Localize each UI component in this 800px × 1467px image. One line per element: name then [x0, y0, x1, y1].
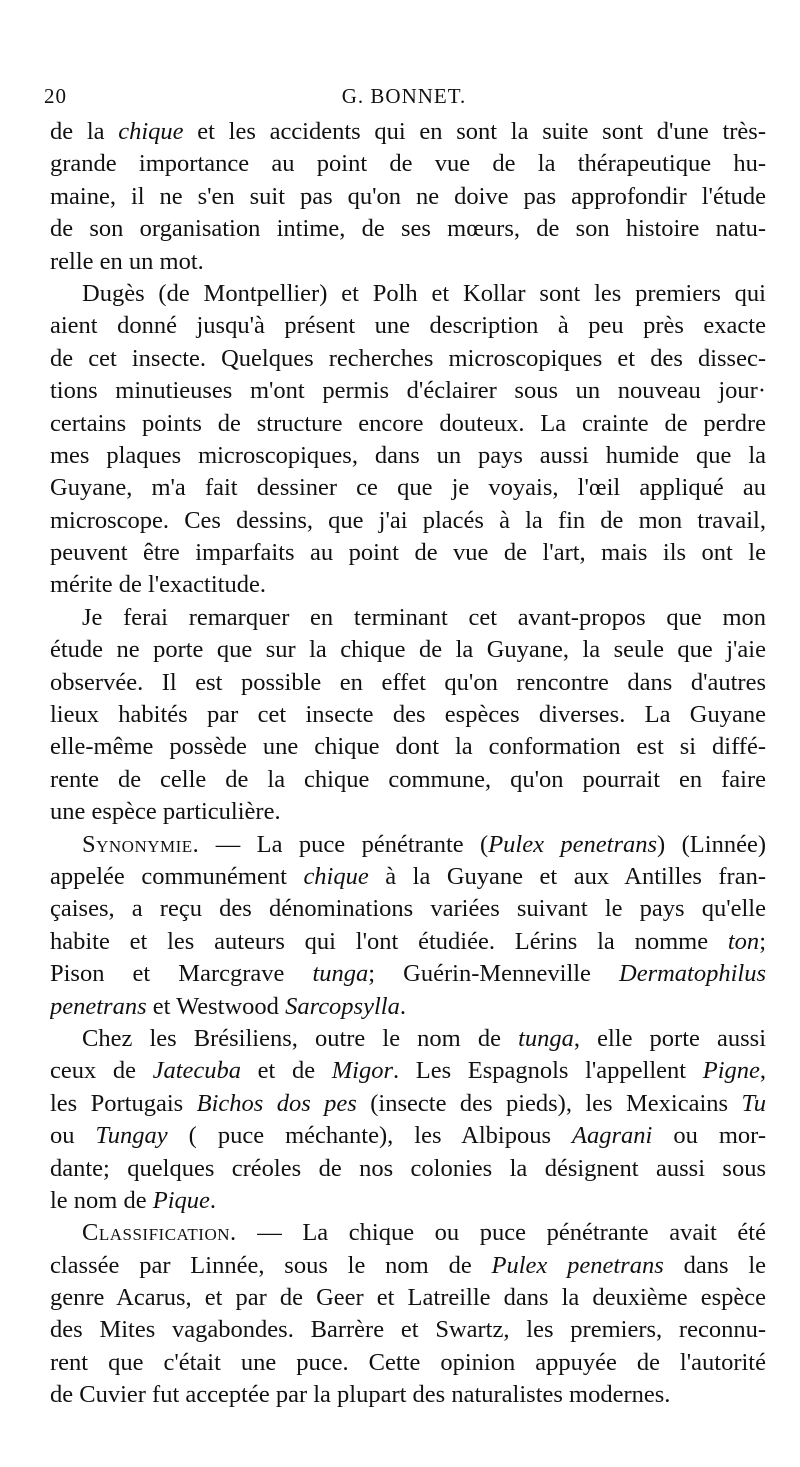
text-line	[50, 893, 766, 925]
text-line	[50, 181, 766, 213]
italic-term: tunga	[312, 960, 369, 988]
text-segment: habite et les auteurs qui l'ont étudiée. Lérins la nomme	[50, 927, 728, 955]
text-segment: mérite de l'exactitude.	[50, 571, 266, 599]
italic-term: Tungay	[95, 1122, 168, 1150]
body-text	[50, 116, 766, 1412]
text-segment: — La chique ou puce pénétrante avait été	[236, 1219, 766, 1247]
text-line	[50, 537, 766, 569]
text-segment: des Mites vagabondes. Barrère et Swartz, les premiers, reconnu-	[50, 1316, 766, 1344]
italic-term: ton	[727, 927, 760, 955]
italic-term: chique	[303, 862, 369, 890]
text-line	[50, 1153, 766, 1185]
page-header	[44, 84, 764, 114]
text-segment: mes plaques microscopiques, dans un pays aussi humide que la	[50, 441, 766, 469]
text-segment: ) (Linnée)	[657, 830, 766, 858]
text-line	[50, 796, 766, 828]
text-segment: de son organisation intime, de ses mœurs, de son histoire natu-	[50, 215, 766, 243]
section-heading: Synonymie.	[82, 830, 200, 858]
text-line	[50, 343, 766, 375]
text-line	[50, 569, 766, 601]
italic-term: tunga	[518, 1024, 574, 1052]
text-segment: genre Acarus, et par de Geer et Latreille dans la deuxième espèce	[50, 1284, 766, 1312]
text-line	[50, 440, 766, 472]
text-segment: observée. Il est possible en effet qu'on rencontre dans d'autres	[50, 668, 766, 696]
text-segment: .	[209, 1186, 217, 1214]
italic-term: Sarcopsylla	[285, 992, 400, 1020]
text-segment: ou	[50, 1122, 96, 1150]
running-title: G. BONNET.	[341, 84, 467, 108]
text-segment: , elle porte aussi	[573, 1024, 766, 1052]
text-segment: lieux habités par cet insecte des espèces diverses. La Guyane	[50, 701, 766, 729]
text-segment: de la	[50, 118, 119, 145]
text-segment: . Les Espagnols l'appellent	[393, 1057, 703, 1085]
italic-term: penetrans	[50, 992, 147, 1020]
text-segment: dante; quelques créoles de nos colonies la désignent aussi sous	[50, 1154, 766, 1182]
text-line	[50, 1282, 766, 1314]
text-segment: Chez les Brésiliens, outre le nom de	[82, 1024, 519, 1052]
text-line	[50, 1217, 766, 1249]
italic-term: Pique	[152, 1186, 210, 1214]
text-line	[50, 861, 766, 893]
text-segment: le nom de	[50, 1186, 153, 1214]
text-line	[50, 926, 766, 958]
text-segment: — La puce pénétrante (	[199, 830, 489, 858]
text-segment: rent que c'était une puce. Cette opinion appuyée de l'autorité	[50, 1348, 766, 1376]
text-line	[50, 148, 766, 180]
text-line	[50, 634, 766, 666]
text-segment: de Cuvier fut acceptée par la plupart des naturalistes modernes.	[50, 1381, 671, 1409]
text-segment: tions minutieuses m'ont permis d'éclairer sous un nouveau jour·	[50, 377, 766, 405]
text-line	[50, 246, 766, 278]
text-line	[50, 1120, 766, 1152]
italic-term: Aagrani	[572, 1122, 653, 1150]
page-number: 20	[44, 84, 67, 108]
text-segment: certains points de structure encore douteux. La crainte de perdre	[50, 409, 766, 437]
text-line	[50, 958, 766, 990]
text-segment: ,	[759, 1057, 766, 1085]
text-segment: ; Guérin-Menneville	[368, 960, 620, 988]
text-line	[50, 1347, 766, 1379]
italic-term: Pigne	[702, 1057, 760, 1085]
text-segment: classée par Linnée, sous le nom de	[50, 1251, 492, 1279]
text-line	[50, 213, 766, 245]
text-segment: Guyane, m'a fait dessiner ce que je voyais, l'œil appliqué au	[50, 474, 766, 502]
italic-term: Migor	[331, 1057, 393, 1085]
text-line	[50, 699, 766, 731]
text-segment: çaises, a reçu des dénominations variées suivant le pays qu'elle	[50, 895, 766, 923]
text-segment: les Portugais	[50, 1089, 197, 1117]
text-line	[50, 1088, 766, 1120]
text-line	[50, 408, 766, 440]
text-line	[50, 602, 766, 634]
text-line	[50, 1023, 766, 1055]
text-segment: et Westwood	[146, 992, 286, 1020]
text-segment: Je ferai remarquer en terminant cet avant-propos que mon	[82, 603, 766, 631]
text-line	[50, 829, 766, 861]
text-segment: relle en un mot.	[50, 247, 204, 275]
text-segment: ceux de	[50, 1057, 153, 1085]
text-line	[50, 505, 766, 537]
text-line	[50, 1185, 766, 1217]
text-line	[50, 731, 766, 763]
text-segment: dans le	[663, 1251, 766, 1279]
text-segment: étude ne porte que sur la chique de la Guyane, la seule que j'aie	[50, 636, 766, 664]
text-segment: une espèce particulière.	[50, 798, 281, 826]
text-segment: Dugès (de Montpellier) et Polh et Kollar sont les premiers qui	[82, 279, 766, 307]
text-segment: de cet insecte. Quelques recherches microscopiques et des dissec-	[50, 344, 766, 372]
italic-term: Bichos dos pes	[196, 1089, 357, 1117]
text-line	[50, 991, 766, 1023]
text-segment: elle-même possède une chique dont la conformation est si diffé-	[50, 733, 766, 761]
italic-term: Jatecuba	[152, 1057, 242, 1085]
text-segment: ;	[759, 927, 766, 955]
text-segment: .	[399, 992, 406, 1020]
italic-term: Tu	[741, 1089, 766, 1117]
section-heading: Classification.	[82, 1219, 237, 1247]
text-line	[50, 278, 766, 310]
italic-term: Pulex penetrans	[491, 1251, 664, 1279]
text-line	[50, 116, 766, 148]
italic-term: chique	[118, 118, 184, 145]
text-line	[50, 764, 766, 796]
text-segment: et de	[241, 1057, 332, 1085]
text-segment: aient donné jusqu'à présent une description à peu près exacte	[50, 312, 766, 340]
text-line	[50, 667, 766, 699]
text-segment: (insecte des pieds), les Mexicains	[356, 1089, 742, 1117]
text-line	[50, 1379, 766, 1411]
text-line	[50, 1250, 766, 1282]
text-segment: rente de celle de la chique commune, qu'on pourrait en faire	[50, 765, 766, 793]
text-line	[50, 375, 766, 407]
italic-term: Pulex penetrans	[488, 830, 658, 858]
text-segment: microscope. Ces dessins, que j'ai placés à la fin de mon travail,	[50, 506, 766, 534]
text-line	[50, 1314, 766, 1346]
text-segment: maine, il ne s'en suit pas qu'on ne doive pas approfondir l'étude	[50, 182, 766, 210]
italic-term: Dermatophilus	[619, 960, 766, 988]
text-segment: grande importance au point de vue de la thérapeutique hu-	[50, 150, 766, 178]
text-segment: et les accidents qui en sont la suite sont d'une très-	[183, 118, 766, 145]
text-segment: peuvent être imparfaits au point de vue de l'art, mais ils ont le	[50, 539, 766, 567]
text-segment: ou mor-	[652, 1122, 766, 1150]
text-segment: Pison et Marcgrave	[50, 960, 313, 988]
text-line	[50, 1055, 766, 1087]
text-segment: appelée communément	[50, 862, 304, 890]
text-segment: à la Guyane et aux Antilles fran-	[368, 862, 766, 890]
text-segment: ( puce méchante), les Albipous	[167, 1122, 573, 1150]
text-line	[50, 472, 766, 504]
text-line	[50, 310, 766, 342]
